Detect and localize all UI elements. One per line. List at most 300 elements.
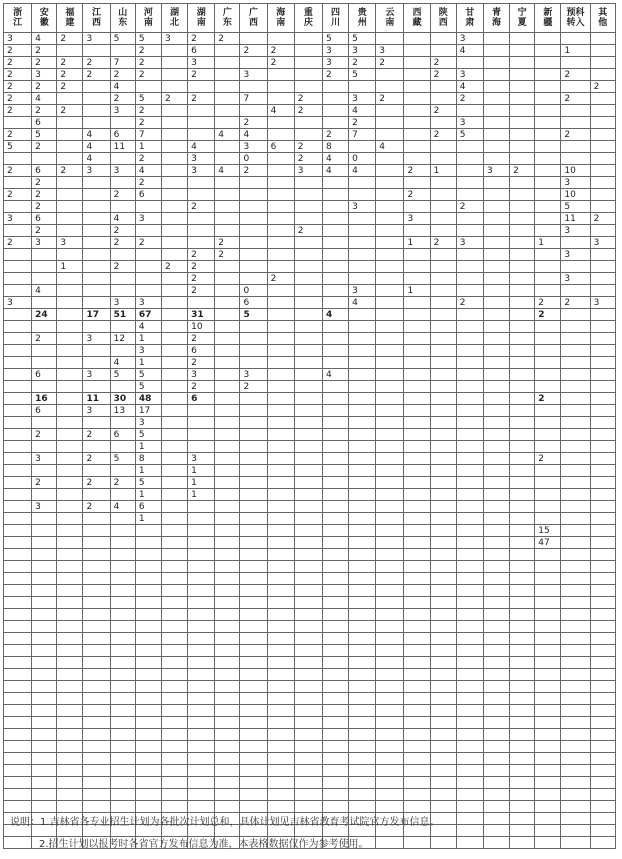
table-cell: 4 <box>267 105 294 117</box>
table-cell <box>349 573 376 585</box>
table-cell <box>240 81 267 93</box>
table-cell: 2 <box>188 93 215 105</box>
table-cell <box>456 57 483 69</box>
table-cell <box>349 777 376 789</box>
table-cell: 4 <box>135 165 161 177</box>
table-cell: 2 <box>32 189 57 201</box>
table-cell <box>535 789 561 801</box>
table-cell <box>57 501 83 513</box>
table-row <box>4 537 616 549</box>
table-cell <box>456 417 483 429</box>
table-cell <box>561 693 590 705</box>
table-cell <box>294 369 322 381</box>
table-cell <box>456 693 483 705</box>
table-cell <box>510 765 535 777</box>
table-cell: 6 <box>110 429 135 441</box>
table-cell <box>430 153 456 165</box>
table-cell <box>535 813 561 825</box>
table-cell <box>322 321 348 333</box>
table-cell <box>430 93 456 105</box>
notes <box>10 812 440 856</box>
table-cell <box>83 45 110 57</box>
table-cell <box>294 525 322 537</box>
table-cell <box>322 681 348 693</box>
table-cell <box>240 405 267 417</box>
table-cell <box>188 105 215 117</box>
table-cell: 1 <box>135 333 161 345</box>
table-cell <box>510 681 535 693</box>
table-cell <box>110 273 135 285</box>
table-cell <box>135 669 161 681</box>
column-header: 青海 <box>483 4 509 33</box>
table-cell <box>590 69 615 81</box>
table-cell: 2 <box>32 333 57 345</box>
table-cell <box>404 357 430 369</box>
table-cell <box>322 717 348 729</box>
table-cell <box>161 165 187 177</box>
table-cell <box>510 669 535 681</box>
table-cell <box>561 261 590 273</box>
table-cell: 6 <box>110 129 135 141</box>
table-cell <box>215 189 240 201</box>
table-cell: 4 <box>322 309 348 321</box>
table-cell: 2 <box>561 93 590 105</box>
table-cell: 1 <box>135 513 161 525</box>
table-cell <box>4 489 32 501</box>
table-cell: 3 <box>4 213 32 225</box>
table-cell <box>430 681 456 693</box>
table-cell <box>4 333 32 345</box>
table-cell <box>561 681 590 693</box>
table-cell <box>32 585 57 597</box>
table-cell: 3 <box>561 273 590 285</box>
table-cell <box>322 429 348 441</box>
table-cell: 2 <box>376 93 404 105</box>
table-cell <box>4 465 32 477</box>
table-cell: 3 <box>188 165 215 177</box>
table-cell <box>161 777 187 789</box>
column-header: 重庆 <box>294 4 322 33</box>
table-cell <box>430 537 456 549</box>
table-cell <box>240 393 267 405</box>
table-cell <box>57 225 83 237</box>
table-cell <box>456 405 483 417</box>
table-cell <box>83 717 110 729</box>
table-cell <box>57 609 83 621</box>
table-cell <box>267 177 294 189</box>
table-cell <box>376 693 404 705</box>
table-cell <box>376 261 404 273</box>
table-cell <box>294 705 322 717</box>
table-cell <box>483 801 509 813</box>
table-cell: 2 <box>4 93 32 105</box>
table-cell <box>267 561 294 573</box>
table-cell <box>267 633 294 645</box>
table-cell: 3 <box>83 369 110 381</box>
table-cell: 4 <box>322 369 348 381</box>
table-cell <box>4 369 32 381</box>
table-cell <box>404 141 430 153</box>
table-cell <box>456 189 483 201</box>
table-cell <box>215 597 240 609</box>
table-cell <box>110 285 135 297</box>
table-cell <box>483 417 509 429</box>
table-cell <box>376 489 404 501</box>
table-cell <box>404 597 430 609</box>
table-cell <box>161 201 187 213</box>
table-cell <box>188 117 215 129</box>
table-cell <box>430 561 456 573</box>
table-cell <box>590 705 615 717</box>
table-cell <box>4 417 32 429</box>
table-cell <box>4 549 32 561</box>
table-cell <box>404 477 430 489</box>
table-cell: 1 <box>404 237 430 249</box>
table-cell <box>430 273 456 285</box>
table-row <box>4 297 616 309</box>
table-cell <box>535 45 561 57</box>
table-cell <box>483 45 509 57</box>
table-cell <box>535 69 561 81</box>
table-cell: 3 <box>161 33 187 45</box>
table-cell: 12 <box>110 333 135 345</box>
table-cell <box>510 249 535 261</box>
table-cell <box>267 309 294 321</box>
table-cell <box>267 801 294 813</box>
table-cell <box>349 681 376 693</box>
table-cell <box>4 309 32 321</box>
table-cell <box>188 777 215 789</box>
table-cell <box>57 525 83 537</box>
table-cell <box>590 789 615 801</box>
table-cell <box>215 93 240 105</box>
table-cell <box>590 309 615 321</box>
table-cell <box>561 513 590 525</box>
table-cell <box>376 381 404 393</box>
table-cell: 3 <box>135 297 161 309</box>
table-cell <box>110 381 135 393</box>
table-cell <box>322 801 348 813</box>
table-cell <box>456 429 483 441</box>
table-cell <box>57 489 83 501</box>
table-cell: 4 <box>32 285 57 297</box>
table-cell: 1 <box>135 465 161 477</box>
table-cell <box>535 165 561 177</box>
table-cell: 2 <box>135 69 161 81</box>
table-cell <box>510 549 535 561</box>
table-cell <box>404 381 430 393</box>
table-row <box>4 765 616 777</box>
table-cell: 11 <box>561 213 590 225</box>
table-cell: 2 <box>535 393 561 405</box>
table-cell: 2 <box>135 105 161 117</box>
table-cell <box>294 465 322 477</box>
table-row <box>4 69 616 81</box>
table-cell <box>110 441 135 453</box>
table-cell: 7 <box>110 57 135 69</box>
table-cell <box>4 513 32 525</box>
table-cell <box>215 417 240 429</box>
table-cell <box>483 753 509 765</box>
table-cell: 2 <box>188 261 215 273</box>
table-cell: 3 <box>590 237 615 249</box>
table-cell <box>161 321 187 333</box>
table-cell <box>535 693 561 705</box>
table-cell <box>510 417 535 429</box>
table-cell <box>240 681 267 693</box>
table-cell: 6 <box>188 45 215 57</box>
table-cell <box>240 273 267 285</box>
table-cell <box>161 429 187 441</box>
table-cell <box>510 657 535 669</box>
table-cell <box>83 597 110 609</box>
table-cell <box>349 669 376 681</box>
table-cell <box>590 285 615 297</box>
table-cell <box>561 597 590 609</box>
table-cell <box>267 225 294 237</box>
table-cell <box>376 69 404 81</box>
table-cell <box>376 129 404 141</box>
table-cell: 2 <box>188 357 215 369</box>
table-cell <box>535 117 561 129</box>
table-cell <box>510 57 535 69</box>
table-cell <box>535 141 561 153</box>
table-cell <box>535 837 561 849</box>
table-cell: 2 <box>4 189 32 201</box>
table-cell <box>110 741 135 753</box>
table-cell: 1 <box>188 477 215 489</box>
table-cell <box>267 609 294 621</box>
table-cell <box>161 573 187 585</box>
table-cell <box>590 477 615 489</box>
table-cell <box>188 501 215 513</box>
table-cell <box>590 741 615 753</box>
table-cell <box>510 813 535 825</box>
table-cell <box>294 537 322 549</box>
table-cell <box>483 69 509 81</box>
table-cell <box>4 753 32 765</box>
table-cell: 0 <box>349 153 376 165</box>
table-cell <box>135 801 161 813</box>
table-cell <box>188 693 215 705</box>
table-cell <box>267 285 294 297</box>
table-cell: 3 <box>4 33 32 45</box>
table-cell <box>561 117 590 129</box>
table-cell <box>294 393 322 405</box>
table-cell <box>188 561 215 573</box>
table-cell <box>240 357 267 369</box>
table-cell: 2 <box>404 165 430 177</box>
table-cell <box>322 405 348 417</box>
table-cell <box>483 177 509 189</box>
table-cell <box>404 225 430 237</box>
table-cell <box>561 669 590 681</box>
table-cell: 2 <box>57 105 83 117</box>
table-cell: 2 <box>83 57 110 69</box>
table-cell <box>590 561 615 573</box>
table-cell <box>561 453 590 465</box>
table-cell <box>322 693 348 705</box>
table-cell <box>349 621 376 633</box>
table-cell <box>4 405 32 417</box>
table-cell <box>4 621 32 633</box>
table-cell <box>57 597 83 609</box>
table-cell <box>535 321 561 333</box>
table-cell: 2 <box>83 453 110 465</box>
table-cell <box>215 369 240 381</box>
table-cell <box>376 681 404 693</box>
table-cell <box>349 657 376 669</box>
table-cell: 10 <box>188 321 215 333</box>
table-cell <box>456 525 483 537</box>
table-cell <box>188 189 215 201</box>
table-cell <box>161 153 187 165</box>
table-cell <box>430 321 456 333</box>
table-cell <box>590 621 615 633</box>
table-cell <box>240 537 267 549</box>
table-cell <box>32 801 57 813</box>
table-cell <box>267 429 294 441</box>
table-cell <box>161 129 187 141</box>
table-cell <box>376 513 404 525</box>
table-cell: 2 <box>188 273 215 285</box>
table-cell <box>215 693 240 705</box>
table-cell <box>404 501 430 513</box>
table-cell <box>215 633 240 645</box>
table-row <box>4 525 616 537</box>
table-cell <box>322 729 348 741</box>
table-cell <box>376 789 404 801</box>
table-cell <box>456 165 483 177</box>
table-cell: 5 <box>322 33 348 45</box>
table-cell <box>135 549 161 561</box>
table-cell <box>110 573 135 585</box>
table-cell: 2 <box>32 141 57 153</box>
table-cell <box>349 477 376 489</box>
table-cell <box>322 609 348 621</box>
table-cell <box>83 357 110 369</box>
table-cell <box>483 201 509 213</box>
column-header: 西藏 <box>404 4 430 33</box>
table-cell: 3 <box>135 417 161 429</box>
table-cell: 3 <box>135 345 161 357</box>
table-cell <box>161 549 187 561</box>
table-cell <box>456 561 483 573</box>
table-cell <box>322 657 348 669</box>
table-cell <box>430 585 456 597</box>
table-cell <box>510 117 535 129</box>
column-header: 江西 <box>83 4 110 33</box>
table-cell <box>110 537 135 549</box>
table-cell <box>349 597 376 609</box>
table-cell <box>376 321 404 333</box>
table-cell <box>83 609 110 621</box>
table-cell <box>404 273 430 285</box>
table-cell <box>535 609 561 621</box>
table-cell <box>294 273 322 285</box>
table-cell: 7 <box>135 129 161 141</box>
table-cell <box>240 777 267 789</box>
table-cell <box>188 597 215 609</box>
table-cell <box>535 189 561 201</box>
table-cell <box>240 753 267 765</box>
table-cell: 3 <box>240 369 267 381</box>
table-cell <box>483 465 509 477</box>
table-cell <box>349 513 376 525</box>
table-cell <box>510 621 535 633</box>
table-cell <box>57 465 83 477</box>
table-cell: 2 <box>267 273 294 285</box>
table-cell <box>83 705 110 717</box>
table-cell <box>215 441 240 453</box>
table-cell <box>322 333 348 345</box>
table-cell <box>561 381 590 393</box>
table-cell <box>32 441 57 453</box>
table-row <box>4 609 616 621</box>
table-cell <box>4 609 32 621</box>
table-cell <box>267 321 294 333</box>
table-cell <box>561 777 590 789</box>
table-cell <box>430 753 456 765</box>
table-cell: 2 <box>240 45 267 57</box>
table-cell: 31 <box>188 309 215 321</box>
table-cell <box>430 777 456 789</box>
table-cell: 3 <box>561 177 590 189</box>
table-cell <box>430 417 456 429</box>
table-cell <box>322 189 348 201</box>
column-header: 河南 <box>135 4 161 33</box>
table-cell <box>83 273 110 285</box>
table-cell: 2 <box>57 57 83 69</box>
table-cell <box>456 153 483 165</box>
table-cell <box>215 585 240 597</box>
table-cell <box>57 369 83 381</box>
table-cell <box>404 117 430 129</box>
table-cell <box>240 213 267 225</box>
table-cell <box>535 81 561 93</box>
table-cell <box>590 441 615 453</box>
table-cell <box>430 261 456 273</box>
table-cell <box>215 645 240 657</box>
table-cell <box>404 801 430 813</box>
table-cell <box>561 621 590 633</box>
table-cell <box>535 741 561 753</box>
table-cell: 6 <box>267 141 294 153</box>
table-cell <box>535 489 561 501</box>
table-cell <box>322 621 348 633</box>
column-header: 海南 <box>267 4 294 33</box>
table-cell <box>376 33 404 45</box>
table-row <box>4 621 616 633</box>
table-cell <box>483 561 509 573</box>
table-cell <box>215 717 240 729</box>
table-cell: 2 <box>215 33 240 45</box>
table-cell <box>110 609 135 621</box>
table-row <box>4 777 616 789</box>
table-cell <box>32 153 57 165</box>
table-cell <box>404 669 430 681</box>
table-cell <box>510 405 535 417</box>
table-cell <box>294 513 322 525</box>
table-cell <box>4 537 32 549</box>
column-header: 甘肃 <box>456 4 483 33</box>
table-cell <box>32 561 57 573</box>
table-cell <box>590 777 615 789</box>
table-cell <box>161 741 187 753</box>
table-cell <box>456 393 483 405</box>
table-cell <box>376 597 404 609</box>
table-cell <box>510 537 535 549</box>
